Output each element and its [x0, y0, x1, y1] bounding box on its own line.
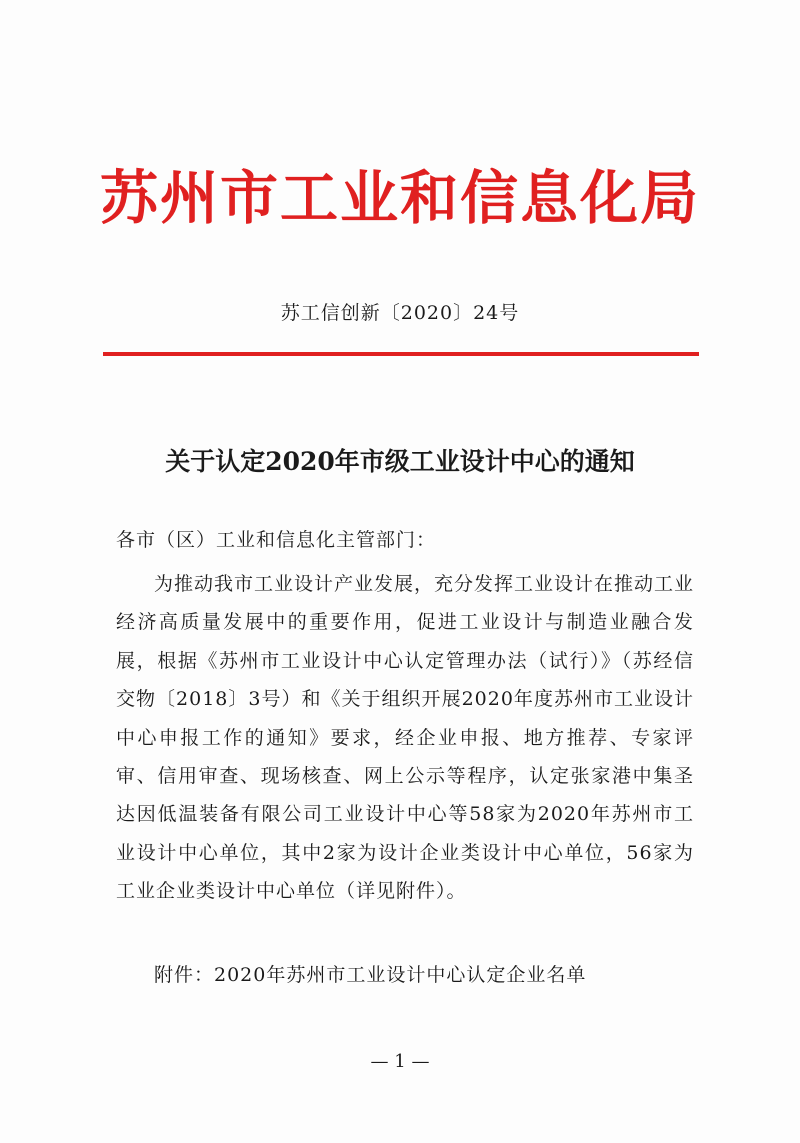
body-paragraph: 为推动我市工业设计产业发展，充分发挥工业设计在推动工业经济高质量发展中的重要作用，促进工业设计与制造业融合发展，根据《苏州市工业设计中心认定管理办法（试行）》（苏经信交物〔2018〕3号）和《关于组织开展2020年度苏州市工业设计中心申报工作的通知》要求，经企业申报、地方推荐、专家评审、信用审查、现场核查、网上公示等程序，认定张家港中集圣达因低温装备有限公司工业设计中心等58家为2020年苏州市工业设计中心单位，其中2家为设计企业类设计中心单位，56家为工业企业类设计中心单位（详见附件）。 [116, 573, 695, 903]
addressee-line: 各市（区）工业和信息化主管部门： [116, 529, 437, 551]
red-divider-line [103, 352, 699, 356]
attachment-note: 附件：2020年苏州市工业设计中心认定企业名单 [154, 964, 587, 986]
document-title: 关于认定2020年市级工业设计中心的通知 [165, 447, 635, 476]
document-number: 苏工信创新〔2020〕24号 [280, 302, 520, 324]
issuer-letterhead: 苏州市工业和信息化局 [99, 164, 700, 232]
page-number: — 1 — [370, 1051, 430, 1072]
